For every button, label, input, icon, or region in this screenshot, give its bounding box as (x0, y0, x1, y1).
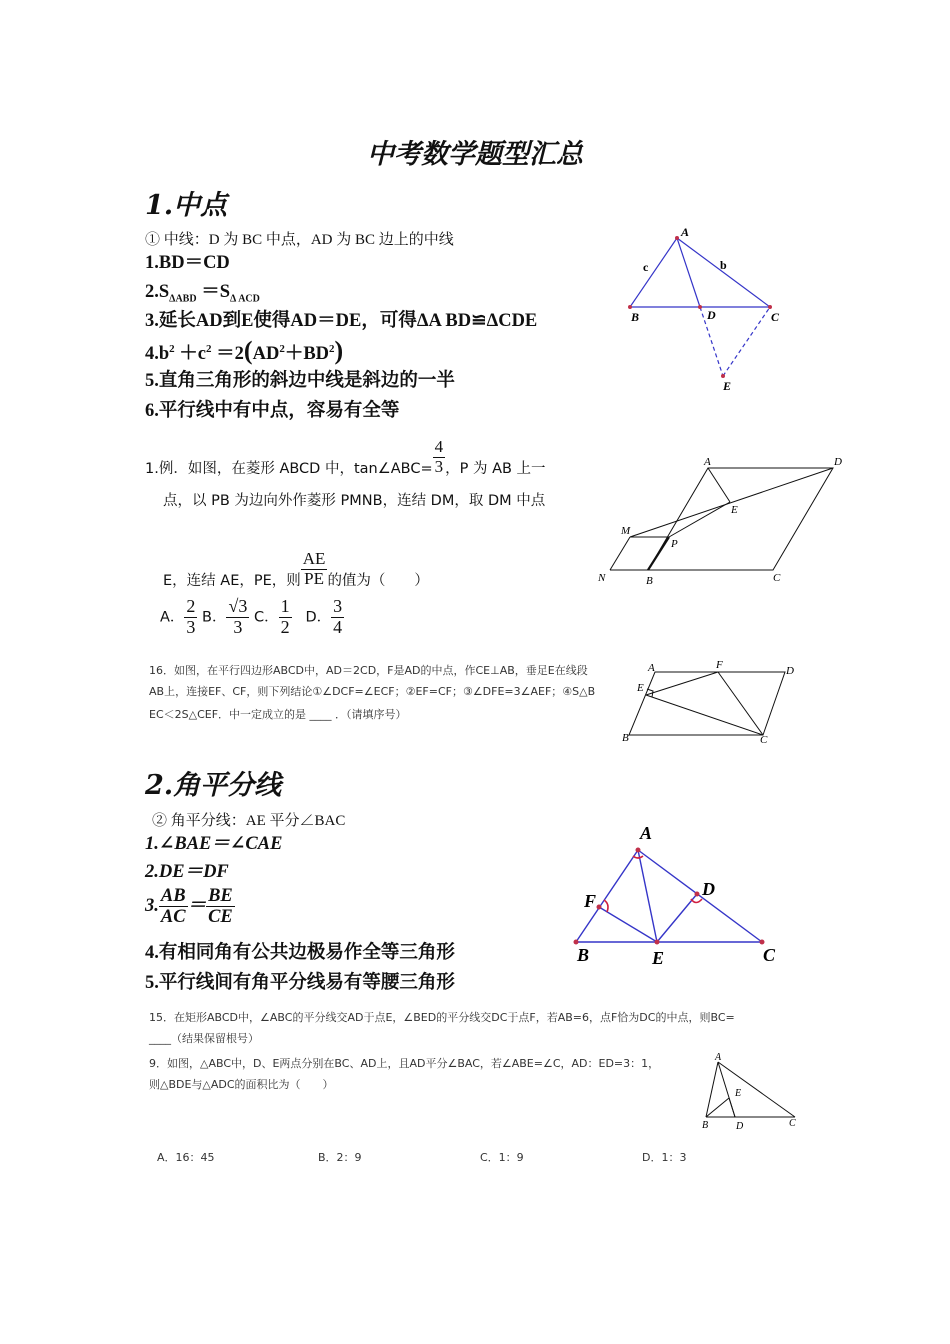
q16-line-2: AB上，连接EF、CF，则下列结论①∠DCF=∠ECF；②EF=CF；③∠DFE=3∠AEF；④S△B (149, 685, 596, 698)
label-E: E (652, 948, 665, 968)
rule-2: $2.S_{\Delta ABD} =S_{\Delta ACD}$ (145, 282, 260, 305)
q9-option-d: D．1：3 (642, 1151, 687, 1164)
rule-5: 5.直角三角形的斜边中线是斜边的一半 (145, 371, 455, 391)
figure-median-triangle (615, 222, 795, 397)
label-C: C (760, 734, 768, 746)
label-C: C (789, 1118, 796, 1129)
q16-line-3: EC＜2S△CEF．中一定成立的是 ____ ．（请填序号） (149, 708, 407, 721)
rule-bisector-3: 3. $\frac{AB}{AC}$ ＝ $\frac{BE}{CE}$ (145, 886, 233, 928)
rule-bisector-2: 2.DE＝DF (145, 862, 229, 882)
q9-option-c: C．1：9 (480, 1151, 524, 1164)
label-F: F (716, 659, 723, 671)
q9-line-2: 则△BDE与△ADC的面积比为（ ） (149, 1078, 334, 1091)
label-M: M (621, 525, 631, 537)
figure-angle-bisector (570, 820, 785, 972)
label-D: D (834, 456, 842, 468)
label-C: C (773, 572, 781, 584)
example-line-2: 点，以 PB 为边向外作菱形 PMNB，连结 DM，取 DM 中点 (163, 493, 546, 509)
label-F: F (584, 891, 597, 911)
label-A: A (648, 662, 655, 674)
rule-bisector-5: 5.平行线间有角平分线易有等腰三角形 (145, 973, 455, 993)
label-D: D (786, 665, 794, 677)
midpoint-note: ① 中线：D 为 BC 中点，AD 为 BC 边上的中线 (145, 232, 454, 248)
bisector-note: ② 角平分线：AE 平分∠BAC (152, 813, 346, 829)
example-options: A． $\frac{2}{3}$ B． $\frac{√3}{3}$ C． $\frac{1}{2}$ D． $\frac{3}{4}$ (160, 596, 343, 637)
rule-4: $4.b^2 +c^2 =2(AD^2+BD^2)$ (145, 336, 344, 365)
q9-option-a: A．16：45 (157, 1151, 215, 1164)
rule-6: 6.平行线中有中点，容易有全等 (145, 401, 400, 421)
label-A: A (681, 225, 690, 239)
page-title: 中考数学题型汇总 (367, 139, 583, 170)
q16-line-1: 16．如图，在平行四边形ABCD中，AD＝2CD，F是AD的中点，作CE⊥AB，垂足E在线段 (149, 664, 588, 677)
label-B: B (631, 310, 640, 324)
example-line-1: 1.例．如图，在菱形 ABCD 中，tan∠ABC= $\frac{4}{3}$ ，P 为 AB 上一 (145, 437, 546, 478)
label-A: A (704, 456, 711, 468)
label-E: E (723, 379, 732, 393)
rule-1: 1.BD＝CD (145, 253, 230, 273)
q9-option-b: B．2：9 (318, 1151, 362, 1164)
section-heading-bisector: 2.角平分线 (145, 770, 282, 801)
section-heading-midpoint: 1.中点 (145, 190, 228, 221)
q15-line-1: 15．在矩形ABCD中，∠ABC的平分线交AD于点E，∠BED的平分线交DC于点F，若AB=6，点F恰为DC的中点，则BC= (149, 1011, 735, 1024)
example-line-3: E，连结 AE，PE，则 $\frac{AE}{PE}$ 的值为（ ） (163, 549, 429, 590)
label-E: E (637, 682, 644, 694)
label-B: B (702, 1120, 709, 1131)
label-B: B (577, 945, 590, 965)
label-D: D (736, 1121, 744, 1132)
label-D: D (702, 879, 715, 899)
figure-triangle-bde (698, 1050, 803, 1135)
label-C: C (763, 945, 776, 965)
label-E: E (731, 504, 738, 516)
q9-line-1: 9．如图，△ABC中，D、E两点分别在BC、AD上，且AD平分∠BAC，若∠ABE=∠C，AD：ED=3：1， (149, 1057, 660, 1070)
label-B: B (646, 575, 653, 587)
label-C: C (771, 310, 780, 324)
label-B: B (622, 732, 629, 744)
label-D: D (707, 308, 716, 322)
label-P: P (671, 538, 678, 550)
label-A: A (715, 1052, 722, 1063)
figure-parallelogram (615, 655, 805, 750)
rule-bisector-1: 1.∠BAE＝∠CAE (145, 834, 283, 854)
q15-line-2: ____（结果保留根号） (149, 1032, 259, 1045)
rule-3: 3.延长AD到E使得AD＝DE，可得ΔA BD≌ΔCDE (145, 311, 538, 331)
figure-rhombus (590, 450, 855, 590)
label-c: c (643, 260, 649, 274)
rule-bisector-4: 4.有相同角有公共边极易作全等三角形 (145, 943, 455, 963)
label-E: E (735, 1088, 742, 1099)
label-N: N (598, 572, 606, 584)
label-b: b (720, 258, 727, 272)
label-A: A (640, 823, 653, 843)
